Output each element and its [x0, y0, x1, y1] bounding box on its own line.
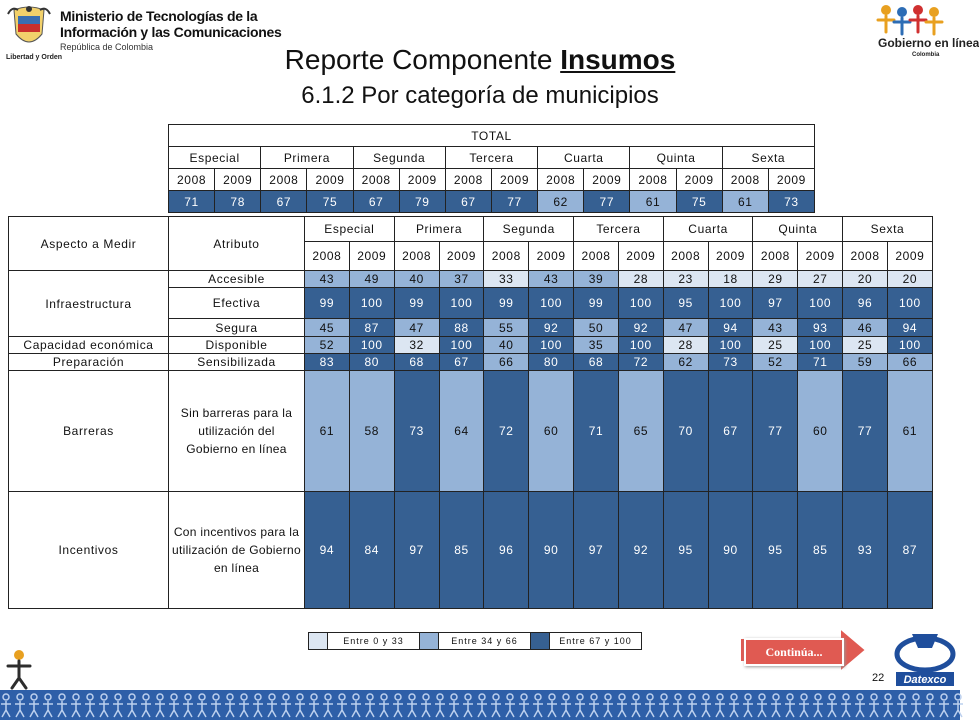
value-cell: 50: [574, 319, 619, 337]
value-cell: 100: [529, 288, 574, 319]
total-year-header: 2009: [215, 169, 261, 191]
value-cell: 71: [574, 371, 619, 492]
aspect-cell: Incentivos: [9, 492, 169, 609]
gel-logo-country: Colombia: [912, 52, 940, 58]
total-value-cell: 61: [722, 191, 768, 213]
total-year-header: 2009: [676, 169, 722, 191]
value-cell: 66: [887, 354, 932, 371]
table-row: [9, 271, 933, 288]
legend-swatch: [420, 633, 439, 650]
value-cell: 20: [887, 271, 932, 288]
category-header: Segunda: [484, 217, 574, 242]
aspect-cell: Barreras: [9, 371, 169, 492]
value-cell: 52: [753, 354, 798, 371]
page-subtitle: 6.1.2 Por categoría de municipios: [301, 82, 659, 109]
value-cell: 94: [708, 319, 753, 337]
total-value-cell: 61: [630, 191, 676, 213]
total-category-header: Quinta: [630, 147, 722, 169]
total-year-header: 2008: [169, 169, 215, 191]
value-cell: 97: [574, 492, 619, 609]
value-cell: 100: [708, 337, 753, 354]
value-cell: 100: [887, 288, 932, 319]
total-value-cell: 77: [584, 191, 630, 213]
attribute-cell: Efectiva: [169, 288, 305, 319]
total-year-header: 2008: [630, 169, 676, 191]
total-category-header: Tercera: [445, 147, 537, 169]
total-value-cell: 75: [676, 191, 722, 213]
value-cell: 73: [708, 354, 753, 371]
value-cell: 93: [843, 492, 888, 609]
value-cell: 60: [529, 371, 574, 492]
total-year-header: 2008: [445, 169, 491, 191]
year-header: 2009: [439, 242, 484, 271]
value-cell: 28: [663, 337, 708, 354]
value-cell: 64: [439, 371, 484, 492]
value-cell: 40: [484, 337, 529, 354]
value-cell: 100: [439, 288, 484, 319]
value-cell: 28: [618, 271, 663, 288]
value-cell: 87: [887, 492, 932, 609]
value-cell: 61: [887, 371, 932, 492]
year-header: 2009: [618, 242, 663, 271]
value-cell: 18: [708, 271, 753, 288]
value-cell: 61: [305, 371, 350, 492]
value-cell: 32: [394, 337, 439, 354]
attribute-cell: Con incentivos para la utilización de Gobierno en línea: [169, 492, 305, 609]
value-cell: 94: [305, 492, 350, 609]
value-cell: 37: [439, 271, 484, 288]
year-header: 2008: [663, 242, 708, 271]
total-year-header: 2008: [261, 169, 307, 191]
value-cell: 27: [798, 271, 843, 288]
aspect-table: [8, 216, 933, 609]
aspect-column-header: Aspecto a Medir: [9, 217, 169, 271]
legend-swatch: [309, 633, 328, 650]
total-value-cell: 75: [307, 191, 353, 213]
year-header: 2008: [574, 242, 619, 271]
value-cell: 68: [574, 354, 619, 371]
legend-row: [309, 633, 642, 650]
ministry-name-line1: Ministerio de Tecnologías de la: [60, 8, 258, 24]
value-cell: 40: [394, 271, 439, 288]
value-cell: 85: [439, 492, 484, 609]
value-cell: 84: [349, 492, 394, 609]
value-cell: 80: [529, 354, 574, 371]
category-header: Tercera: [574, 217, 664, 242]
value-cell: 100: [798, 288, 843, 319]
total-year-header: 2008: [538, 169, 584, 191]
value-cell: 93: [798, 319, 843, 337]
value-cell: 100: [529, 337, 574, 354]
value-cell: 83: [305, 354, 350, 371]
datexco-logo: [892, 626, 958, 688]
value-cell: 52: [305, 337, 350, 354]
attribute-cell: Disponible: [169, 337, 305, 354]
total-category-header: Especial: [169, 147, 261, 169]
total-category-header: Primera: [261, 147, 353, 169]
value-cell: 67: [439, 354, 484, 371]
value-cell: 73: [394, 371, 439, 492]
category-header: Quinta: [753, 217, 843, 242]
value-cell: 55: [484, 319, 529, 337]
total-year-header: 2009: [491, 169, 537, 191]
category-header: Primera: [394, 217, 484, 242]
value-cell: 25: [753, 337, 798, 354]
table-row: [9, 492, 933, 609]
value-cell: 25: [843, 337, 888, 354]
color-legend: [308, 632, 642, 650]
total-value-cell: 67: [353, 191, 399, 213]
gel-logo-text: Gobierno en línea: [878, 36, 979, 50]
total-value-cell: 62: [538, 191, 584, 213]
total-table: [168, 124, 815, 213]
total-year-header: 2009: [584, 169, 630, 191]
category-header: Cuarta: [663, 217, 753, 242]
table-row: [9, 371, 933, 492]
total-value-cell: 67: [445, 191, 491, 213]
value-cell: 45: [305, 319, 350, 337]
year-header: 2008: [843, 242, 888, 271]
value-cell: 92: [618, 492, 663, 609]
mascot-figure-icon: [2, 648, 36, 690]
year-header: 2008: [753, 242, 798, 271]
value-cell: 100: [439, 337, 484, 354]
legend-label: Entre 0 y 33: [328, 633, 420, 650]
value-cell: 65: [618, 371, 663, 492]
people-figures-icon: [872, 2, 956, 38]
table-row: [9, 354, 933, 371]
category-header: Sexta: [843, 217, 933, 242]
value-cell: 100: [887, 337, 932, 354]
total-category-header: Segunda: [353, 147, 445, 169]
value-cell: 99: [305, 288, 350, 319]
year-header: 2009: [349, 242, 394, 271]
continue-label: Continúa...: [744, 638, 844, 666]
value-cell: 80: [349, 354, 394, 371]
value-cell: 46: [843, 319, 888, 337]
value-cell: 20: [843, 271, 888, 288]
ministry-name-line2: Información y las Comunicaciones: [60, 24, 282, 40]
value-cell: 95: [663, 288, 708, 319]
value-cell: 99: [394, 288, 439, 319]
value-cell: 43: [529, 271, 574, 288]
value-cell: 68: [394, 354, 439, 371]
value-cell: 100: [708, 288, 753, 319]
value-cell: 72: [484, 371, 529, 492]
total-title-row: [169, 125, 815, 147]
datexco-label: Datexco: [903, 674, 947, 686]
value-cell: 72: [618, 354, 663, 371]
value-cell: 77: [753, 371, 798, 492]
value-cell: 60: [798, 371, 843, 492]
total-title: TOTAL: [169, 125, 815, 147]
table-row: [9, 337, 933, 354]
total-year-header: 2009: [768, 169, 814, 191]
total-value-cell: 73: [768, 191, 814, 213]
value-cell: 66: [484, 354, 529, 371]
value-cell: 77: [843, 371, 888, 492]
value-cell: 39: [574, 271, 619, 288]
value-cell: 100: [798, 337, 843, 354]
value-cell: 70: [663, 371, 708, 492]
value-cell: 33: [484, 271, 529, 288]
total-year-header: 2009: [307, 169, 353, 191]
value-cell: 47: [394, 319, 439, 337]
aspect-cell: Capacidad económica: [9, 337, 169, 354]
value-cell: 100: [349, 288, 394, 319]
total-category-header: Sexta: [722, 147, 814, 169]
attribute-cell: Sensibilizada: [169, 354, 305, 371]
value-cell: 97: [394, 492, 439, 609]
value-cell: 62: [663, 354, 708, 371]
value-cell: 23: [663, 271, 708, 288]
value-cell: 87: [349, 319, 394, 337]
value-cell: 47: [663, 319, 708, 337]
value-cell: 49: [349, 271, 394, 288]
total-year-header: 2009: [399, 169, 445, 191]
page-number: 22: [872, 672, 885, 684]
value-cell: 95: [753, 492, 798, 609]
title-emphasis: Insumos: [560, 44, 676, 75]
attribute-column-header: Atributo: [169, 217, 305, 271]
total-category-row: [169, 147, 815, 169]
total-values-row: [169, 191, 815, 213]
value-cell: 100: [618, 288, 663, 319]
value-cell: 100: [349, 337, 394, 354]
year-header: 2009: [708, 242, 753, 271]
main-category-row: [9, 217, 933, 242]
value-cell: 29: [753, 271, 798, 288]
legend-label: Entre 67 y 100: [550, 633, 642, 650]
year-header: 2009: [887, 242, 932, 271]
year-header: 2009: [798, 242, 843, 271]
attribute-cell: Accesible: [169, 271, 305, 288]
value-cell: 71: [798, 354, 843, 371]
value-cell: 58: [349, 371, 394, 492]
attribute-cell: Sin barreras para la utilización del Gobierno en línea: [169, 371, 305, 492]
value-cell: 96: [484, 492, 529, 609]
total-value-cell: 67: [261, 191, 307, 213]
total-year-header: 2008: [722, 169, 768, 191]
value-cell: 99: [574, 288, 619, 319]
continue-button[interactable]: [740, 628, 868, 672]
value-cell: 88: [439, 319, 484, 337]
value-cell: 96: [843, 288, 888, 319]
value-cell: 92: [618, 319, 663, 337]
total-year-header: 2008: [353, 169, 399, 191]
page-title: Reporte Componente Insumos: [284, 44, 676, 75]
total-value-cell: 79: [399, 191, 445, 213]
value-cell: 97: [753, 288, 798, 319]
value-cell: 94: [887, 319, 932, 337]
total-value-cell: 71: [169, 191, 215, 213]
total-value-cell: 78: [215, 191, 261, 213]
value-cell: 92: [529, 319, 574, 337]
legend-label: Entre 34 y 66: [439, 633, 531, 650]
category-header: Especial: [305, 217, 395, 242]
aspect-cell: Preparación: [9, 354, 169, 371]
value-cell: 59: [843, 354, 888, 371]
value-cell: 100: [618, 337, 663, 354]
value-cell: 67: [708, 371, 753, 492]
total-year-row: [169, 169, 815, 191]
people-pattern-footer: [0, 690, 960, 720]
year-header: 2008: [394, 242, 439, 271]
ministry-country: República de Colombia: [60, 42, 154, 52]
total-value-cell: 77: [491, 191, 537, 213]
value-cell: 90: [529, 492, 574, 609]
attribute-cell: Segura: [169, 319, 305, 337]
year-header: 2008: [484, 242, 529, 271]
value-cell: 99: [484, 288, 529, 319]
value-cell: 35: [574, 337, 619, 354]
aspect-cell: Infraestructura: [9, 271, 169, 337]
legend-swatch: [531, 633, 550, 650]
value-cell: 43: [305, 271, 350, 288]
value-cell: 90: [708, 492, 753, 609]
value-cell: 95: [663, 492, 708, 609]
year-header: 2009: [529, 242, 574, 271]
total-category-header: Cuarta: [538, 147, 630, 169]
year-header: 2008: [305, 242, 350, 271]
value-cell: 85: [798, 492, 843, 609]
value-cell: 43: [753, 319, 798, 337]
ministry-motto: Libertad y Orden: [6, 54, 63, 61]
